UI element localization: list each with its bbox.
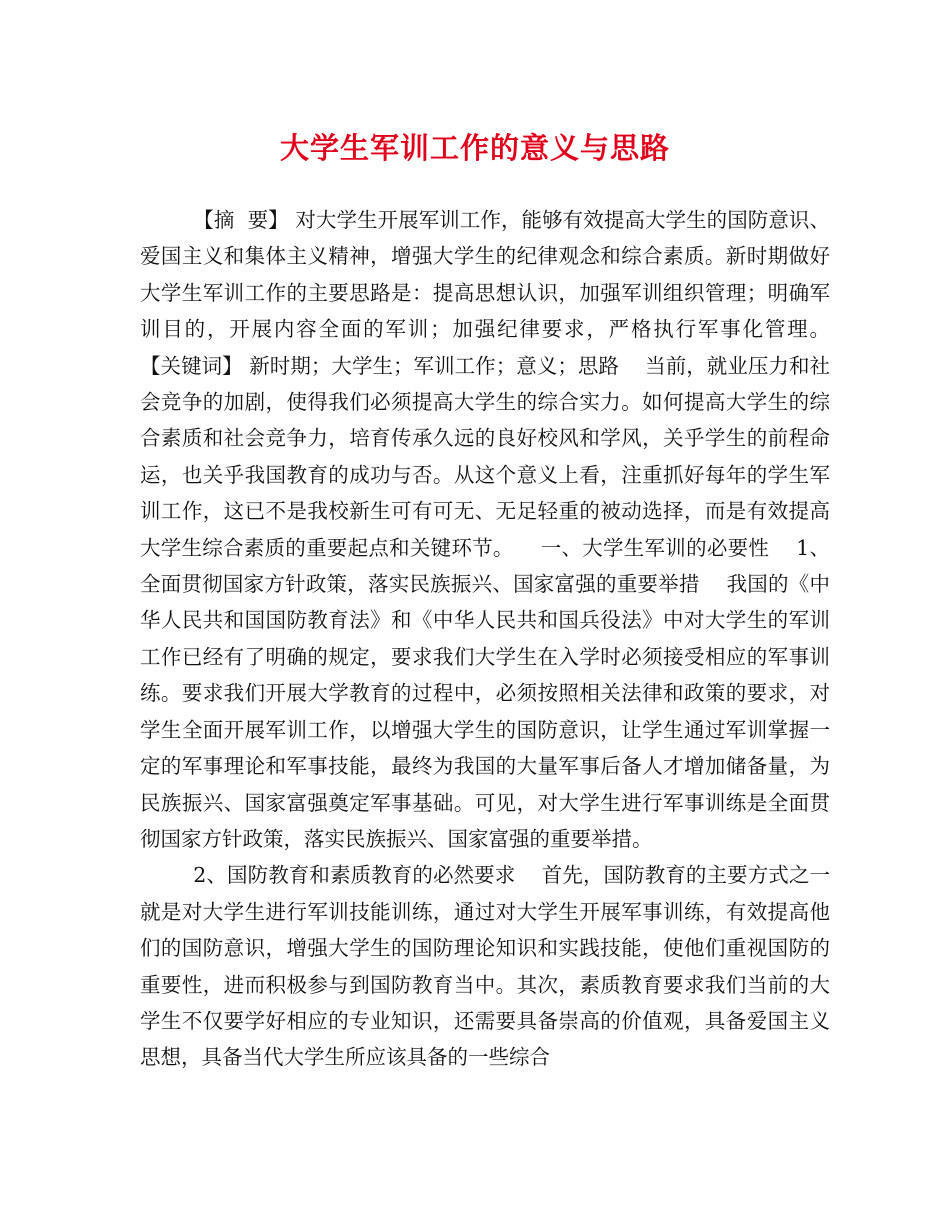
paragraph-1: 【摘 要】 对大学生开展军训工作，能够有效提高大学生的国防意识、爱国主义和集体主义精神，增强大学生的纪律观念和综合素质。新时期做好大学生军训工作的主要思路是：提高思想认识，加强军训组织管理；明确军训目的，开展内容全面的军训；加强纪律要求，严格执行军事化管理。 【关键词】 新时期；大学生；军训工作；意义；思路 当前，就业压力和社会竞争的加剧，使得我们必须提高大学生的综合实力。如何提高大学生的综合素质和社会竞争力，培育传承久远的良好校风和学风，关乎学生的前程命运，也关乎我国教育的成功与否。从这个意义上看，注重抓好每年的学生军训工作，这已不是我校新生可有可无、无足轻重的被动选择，而是有效提高大学生综合素质的重要起点和关键环节。 一、大学生军训的必要性 1、全面贯彻国家方针政策，落实民族振兴、国家富强的重要举措 我国的《中华人民共和国国防教育法》和《中华人民共和国兵役法》中对大学生的军训工作已经有了明确的规定，要求我们大学生在入学时必须接受相应的军事训练。要求我们开展大学教育的过程中，必须按照相关法律和政策的要求，对学生全面开展军训工作，以增强大学生的国防意识，让学生通过军训掌握一定的军事理论和军事技能，最终为我国的大量军事后备人才增加储备量，为民族振兴、国家富强奠定军事基础。可见，对大学生进行军事训练是全面贯彻国家方针政策，落实民族振兴、国家富强的重要举措。 bbox=[140, 208, 857, 851]
document-body bbox=[140, 202, 857, 1076]
paragraph-2: 2、国防教育和素质教育的必然要求 首先，国防教育的主要方式之一就是对大学生进行军训技能训练，通过对大学生开展军事训练，有效提高他们的国防意识，增强大学生的国防理论知识和实践技能，使他们重视国防的重要性，进而积极参与到国防教育当中。其次，素质教育要求我们当前的大学生不仅要学好相应的专业知识，还需要具备崇高的价值观，具备爱国主义思想，具备当代大学生所应该具备的一些综合 bbox=[140, 863, 830, 1070]
document-title: 大学生军训工作的意义与思路 bbox=[279, 131, 670, 165]
